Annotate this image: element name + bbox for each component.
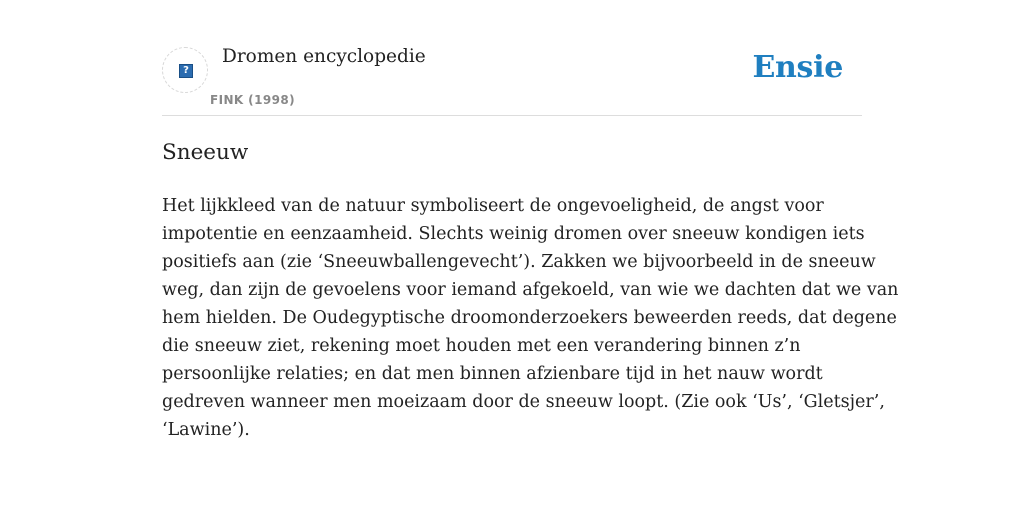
body-line: gedreven wanneer men moeizaam door de sneeuw loopt. (Zie ook ‘Us’, ‘Gletsjer’,	[162, 392, 885, 412]
book-author-year[interactable]: FINK (1998)	[210, 93, 295, 107]
body-line: hem hielden. De Oudegyptische droomonderzoekers beweerden reeds, dat degene	[162, 308, 897, 328]
book-title-link[interactable]: Dromen encyclopedie	[222, 46, 426, 67]
body-line: ‘Lawine’).	[162, 420, 250, 440]
book-header	[162, 0, 862, 116]
body-line: impotentie en eenzaamheid. Slechts weinig dromen over sneeuw kondigen iets	[162, 224, 865, 244]
entry-card	[162, 0, 899, 440]
body-line: positiefs aan (zie ‘Sneeuwballengevecht’). Zakken we bijvoorbeeld in de sneeuw	[162, 252, 876, 272]
body-line: die sneeuw ziet, rekening moet houden met een verandering binnen z’n	[162, 336, 801, 356]
body-line: Het lijkkleed van de natuur symboliseert de ongevoeligheid, de angst voor	[162, 196, 824, 216]
body-line: persoonlijke relaties; en dat men binnen afzienbare tijd in het nauw wordt	[162, 364, 823, 384]
book-cover[interactable]	[162, 47, 208, 93]
entry-title: Sneeuw	[162, 140, 249, 165]
ensie-logo[interactable]: Ensie	[752, 50, 843, 85]
body-line: weg, dan zijn de gevoelens voor iemand afgekoeld, van wie we dachten dat we van	[162, 280, 899, 300]
question-mark-book-icon: ?	[179, 64, 193, 78]
entry-body	[162, 192, 899, 444]
